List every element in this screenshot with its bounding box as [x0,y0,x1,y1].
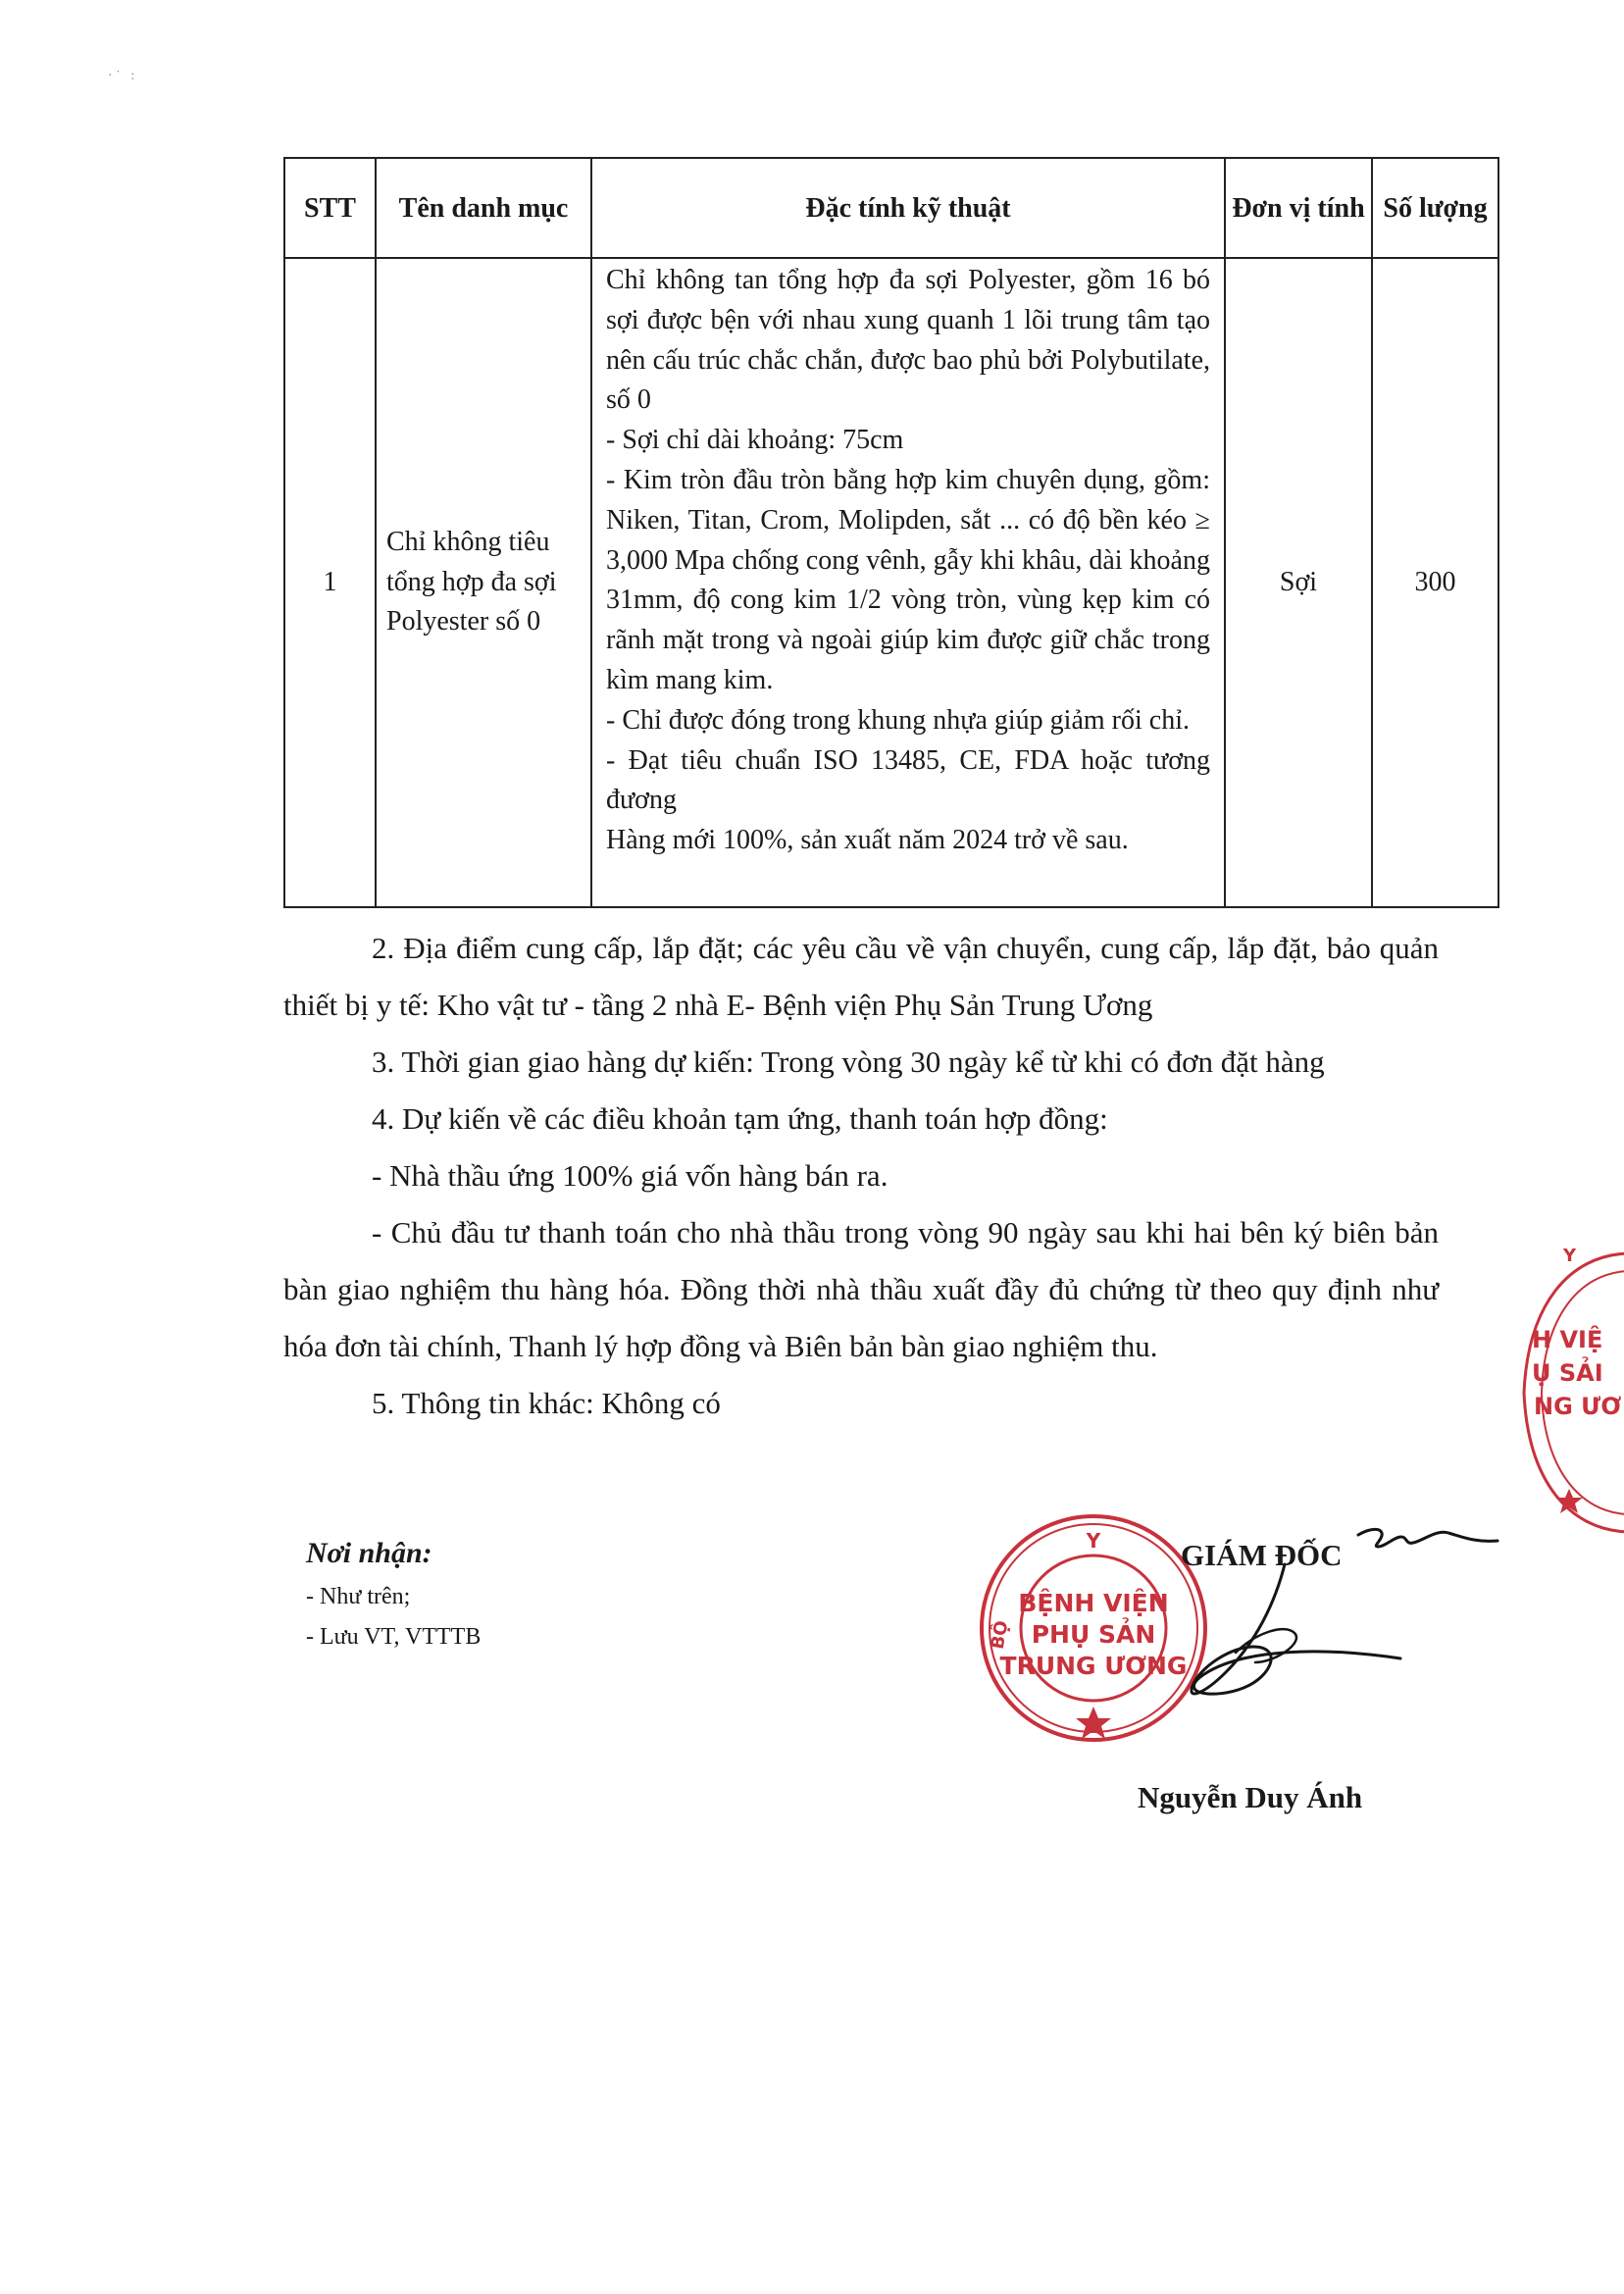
side-stamp-top-text: Y [1563,1246,1577,1266]
recipient-item: - Như trên; [306,1584,411,1609]
spec-line: - Đạt tiêu chuẩn ISO 13485, CE, FDA hoặc tương đương [606,744,1210,816]
header-specifications: Đặc tính kỹ thuật [591,158,1225,258]
spec-line: - Sợi chỉ dài khoảng: 75cm [606,425,904,456]
stamp-line: TRUNG ƯƠNG [999,1652,1188,1680]
recipients-block [306,1530,481,1657]
specification-table [283,157,1499,908]
recipient-item: - Lưu VT, VTTTB [306,1624,482,1650]
header-unit: Đơn vị tính [1225,158,1372,258]
partial-stamp-icon [1510,1246,1624,1540]
stamp-side-text: BỘ [987,1618,1013,1652]
spec-line: - Kim tròn đầu tròn bằng hợp kim chuyên dụng, gồm: Niken, Titan, Crom, Molipden, sắt ... có độ bền kéo ≥ 3,000 Mpa chống cong vênh, gẫy khi khâu, dài khoảng 31mm, độ cong kim 1/2 vòng tròn, vùng kẹp kim có rãnh mặt trong và ngoài giúp kim được giữ chắc trong kìm mang kim. [606,464,1210,695]
body-paragraphs [283,920,1439,1432]
stamp-line: BỆNH VIỆN [1018,1589,1169,1617]
signer-name: Nguyễn Duy Ánh [1138,1780,1363,1814]
spec-line: - Chỉ được đóng trong khung nhựa giúp giảm rối chỉ. [606,704,1190,736]
side-stamp-line: Ụ SẢI [1532,1359,1603,1387]
recipients-title: Nơi nhận: [306,1537,432,1569]
table-row [284,258,1498,907]
paragraph-delivery-location: 2. Địa điểm cung cấp, lắp đặt; các yêu cầu về vận chuyển, cung cấp, lắp đặt, bảo quản thiết bị y tế: Kho vật tư - tầng 2 nhà E- Bệnh viện Phụ Sản Trung Ương [283,931,1439,1022]
side-stamp-line: H VIỆ [1532,1326,1603,1353]
signer-role: GIÁM ĐỐC [1181,1538,1343,1572]
spec-line: Hàng mới 100%, sản xuất năm 2024 trở về sau. [606,825,1129,856]
scan-speck: · ˙ : [108,69,135,83]
handwritten-signature-icon [1147,1496,1520,1751]
header-quantity: Số lượng [1372,158,1498,258]
table-header-row [284,158,1498,258]
cell-item-name: Chỉ không tiêu tổng hợp đa sợi Polyester số 0 [376,258,591,907]
header-item-name: Tên danh mục [376,158,591,258]
paragraph-delivery-time: 3. Thời gian giao hàng dự kiến: Trong vòng 30 ngày kể từ khi có đơn đặt hàng [372,1045,1325,1079]
paragraph-payment: - Chủ đầu tư thanh toán cho nhà thầu trong vòng 90 ngày sau khi hai bên ký biên bản bàn giao nghiệm thu hàng hóa. Đồng thời nhà thầu xuất đầy đủ chứng từ theo quy định như hóa đơn tài chính, Thanh lý hợp đồng và Biên bản bàn giao nghiệm thu. [283,1215,1439,1363]
stamp-line: PHỤ SẢN [1031,1620,1156,1649]
header-stt: STT [284,158,376,258]
cell-unit: Sợi [1225,258,1372,907]
stamp-star-icon [1076,1707,1111,1739]
paragraph-other-info: 5. Thông tin khác: Không có [372,1386,721,1420]
cell-specifications [591,258,1225,907]
paragraph-payment-terms: 4. Dự kiến về các điều khoản tạm ứng, thanh toán hợp đồng: [372,1101,1108,1136]
paragraph-advance: - Nhà thầu ứng 100% giá vốn hàng bán ra. [372,1158,888,1193]
cell-quantity: 300 [1372,258,1498,907]
side-stamp-line: NG ƯƠ [1534,1393,1622,1420]
stamp-top-text: Y [1086,1529,1101,1553]
cell-stt: 1 [284,258,376,907]
spec-line: Chỉ không tan tổng hợp đa sợi Polyester, gồm 16 bó sợi được bện với nhau xung quanh 1 lõi trung tâm tạo nên cấu trúc chắc chắn, được bao phủ bởi Polybutilate, số 0 [606,265,1210,416]
